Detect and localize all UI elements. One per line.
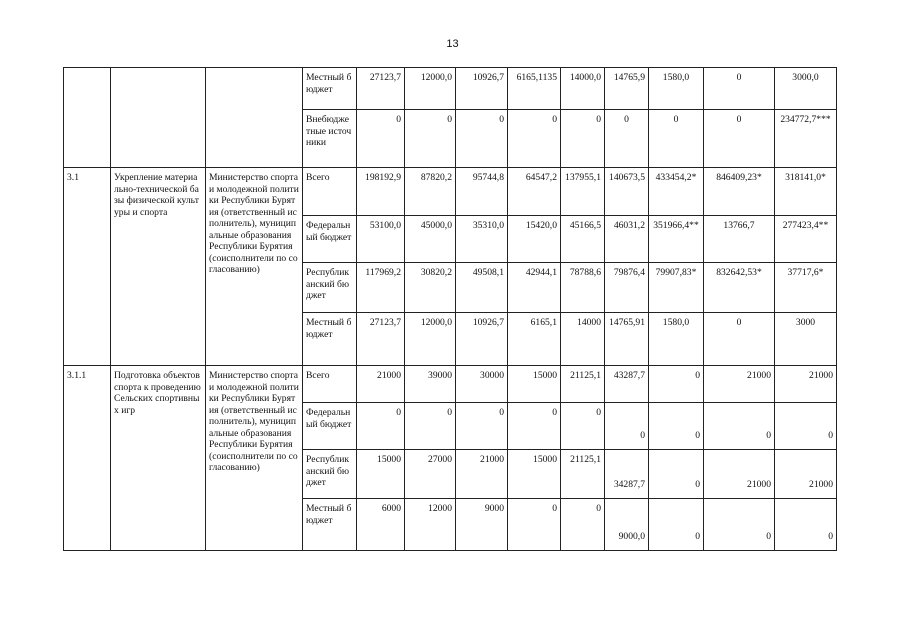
value-cell: 79876,4 xyxy=(605,263,649,313)
value-cell: 0 xyxy=(508,110,561,168)
value-cell: 30000 xyxy=(456,366,508,403)
value-cell: 0 xyxy=(649,450,704,499)
value-cell: 35310,0 xyxy=(456,216,508,263)
value-cell: 0 xyxy=(704,499,775,551)
value-cell: 46031,2 xyxy=(605,216,649,263)
value-cell: 198192,9 xyxy=(357,168,405,216)
value-cell: 45166,5 xyxy=(561,216,605,263)
source-label: Республиканский бюджет xyxy=(303,263,357,313)
value-cell: 10926,7 xyxy=(456,68,508,110)
item-executor: Министерство спорта и молодежной политики Республики Бурятия (ответственный исполнитель), муниципальные образования Республики Бурятия (соисполнители по согласованию) xyxy=(206,168,303,366)
value-cell: 318141,0* xyxy=(775,168,837,216)
value-cell: 277423,4** xyxy=(775,216,837,263)
value-cell: 0 xyxy=(605,403,649,450)
value-cell: 1580,0 xyxy=(649,68,704,110)
value-cell: 21000 xyxy=(357,366,405,403)
item-name: Укрепление материально-технической базы физической культуры и спорта xyxy=(111,168,206,366)
value-cell: 14765,9 xyxy=(605,68,649,110)
value-cell: 0 xyxy=(357,110,405,168)
value-cell: 0 xyxy=(649,366,704,403)
value-cell: 433454,2* xyxy=(649,168,704,216)
value-cell: 21000 xyxy=(456,450,508,499)
value-cell: 43287,7 xyxy=(605,366,649,403)
item-executor: Министерство спорта и молодежной политики Республики Бурятия (ответственный исполнитель), муниципальные образования Республики Бурятия (соисполнители по согласованию) xyxy=(206,366,303,551)
blank-cell xyxy=(111,68,206,168)
source-label: Местный бюджет xyxy=(303,68,357,110)
value-cell: 6165,1 xyxy=(508,313,561,366)
value-cell: 0 xyxy=(561,403,605,450)
value-cell: 15000 xyxy=(508,450,561,499)
value-cell: 6165,1135 xyxy=(508,68,561,110)
value-cell: 0 xyxy=(561,499,605,551)
table-row xyxy=(64,366,837,403)
value-cell: 79907,83* xyxy=(649,263,704,313)
source-label: Федеральный бюджет xyxy=(303,403,357,450)
value-cell: 42944,1 xyxy=(508,263,561,313)
value-cell: 15000 xyxy=(508,366,561,403)
value-cell: 13766,7 xyxy=(704,216,775,263)
item-number: 3.1 xyxy=(64,168,111,366)
value-cell: 37717,6* xyxy=(775,263,837,313)
value-cell: 30820,2 xyxy=(405,263,456,313)
value-cell: 27123,7 xyxy=(357,313,405,366)
source-label: Местный бюджет xyxy=(303,313,357,366)
value-cell: 0 xyxy=(775,499,837,551)
value-cell: 27000 xyxy=(405,450,456,499)
value-cell: 0 xyxy=(775,403,837,450)
value-cell: 0 xyxy=(704,68,775,110)
value-cell: 3000,0 xyxy=(775,68,837,110)
value-cell: 53100,0 xyxy=(357,216,405,263)
value-cell: 21125,1 xyxy=(561,366,605,403)
item-number: 3.1.1 xyxy=(64,366,111,551)
value-cell: 64547,2 xyxy=(508,168,561,216)
value-cell: 14000,0 xyxy=(561,68,605,110)
value-cell: 14765,91 xyxy=(605,313,649,366)
value-cell: 12000,0 xyxy=(405,313,456,366)
value-cell: 6000 xyxy=(357,499,405,551)
value-cell: 9000,0 xyxy=(605,499,649,551)
source-label: Всего xyxy=(303,366,357,403)
blank-cell xyxy=(64,68,111,168)
value-cell: 21000 xyxy=(775,450,837,499)
value-cell: 0 xyxy=(508,499,561,551)
value-cell: 0 xyxy=(704,110,775,168)
item-name: Подготовка объектов спорта к проведению Сельских спортивных игр xyxy=(111,366,206,551)
page-number: 13 xyxy=(446,38,459,50)
source-label: Внебюджетные источники xyxy=(303,110,357,168)
table-row xyxy=(64,68,837,110)
value-cell: 0 xyxy=(649,499,704,551)
value-cell: 846409,23* xyxy=(704,168,775,216)
value-cell: 78788,6 xyxy=(561,263,605,313)
value-cell: 27123,7 xyxy=(357,68,405,110)
value-cell: 117969,2 xyxy=(357,263,405,313)
value-cell: 832642,53* xyxy=(704,263,775,313)
budget-table xyxy=(63,67,837,551)
value-cell: 0 xyxy=(405,403,456,450)
value-cell: 21000 xyxy=(704,366,775,403)
value-cell: 95744,8 xyxy=(456,168,508,216)
value-cell: 21000 xyxy=(775,366,837,403)
value-cell: 14000 xyxy=(561,313,605,366)
value-cell: 0 xyxy=(649,403,704,450)
value-cell: 15000 xyxy=(357,450,405,499)
value-cell: 234772,7*** xyxy=(775,110,837,168)
value-cell: 0 xyxy=(649,110,704,168)
value-cell: 0 xyxy=(561,110,605,168)
value-cell: 0 xyxy=(704,403,775,450)
table-row xyxy=(64,168,837,216)
value-cell: 21000 xyxy=(704,450,775,499)
value-cell: 0 xyxy=(605,110,649,168)
value-cell: 49508,1 xyxy=(456,263,508,313)
value-cell: 21125,1 xyxy=(561,450,605,499)
blank-cell xyxy=(206,68,303,168)
source-label: Местный бюджет xyxy=(303,499,357,551)
value-cell: 351966,4** xyxy=(649,216,704,263)
value-cell: 34287,7 xyxy=(605,450,649,499)
value-cell: 3000 xyxy=(775,313,837,366)
value-cell: 15420,0 xyxy=(508,216,561,263)
value-cell: 0 xyxy=(357,403,405,450)
source-label: Республиканский бюджет xyxy=(303,450,357,499)
source-label: Федеральный бюджет xyxy=(303,216,357,263)
value-cell: 12000 xyxy=(405,499,456,551)
value-cell: 0 xyxy=(704,313,775,366)
value-cell: 0 xyxy=(405,110,456,168)
source-label: Всего xyxy=(303,168,357,216)
value-cell: 137955,1 xyxy=(561,168,605,216)
value-cell: 12000,0 xyxy=(405,68,456,110)
value-cell: 140673,5 xyxy=(605,168,649,216)
value-cell: 0 xyxy=(456,110,508,168)
value-cell: 9000 xyxy=(456,499,508,551)
value-cell: 1580,0 xyxy=(649,313,704,366)
value-cell: 45000,0 xyxy=(405,216,456,263)
value-cell: 39000 xyxy=(405,366,456,403)
value-cell: 10926,7 xyxy=(456,313,508,366)
value-cell: 87820,2 xyxy=(405,168,456,216)
value-cell: 0 xyxy=(456,403,508,450)
value-cell: 0 xyxy=(508,403,561,450)
